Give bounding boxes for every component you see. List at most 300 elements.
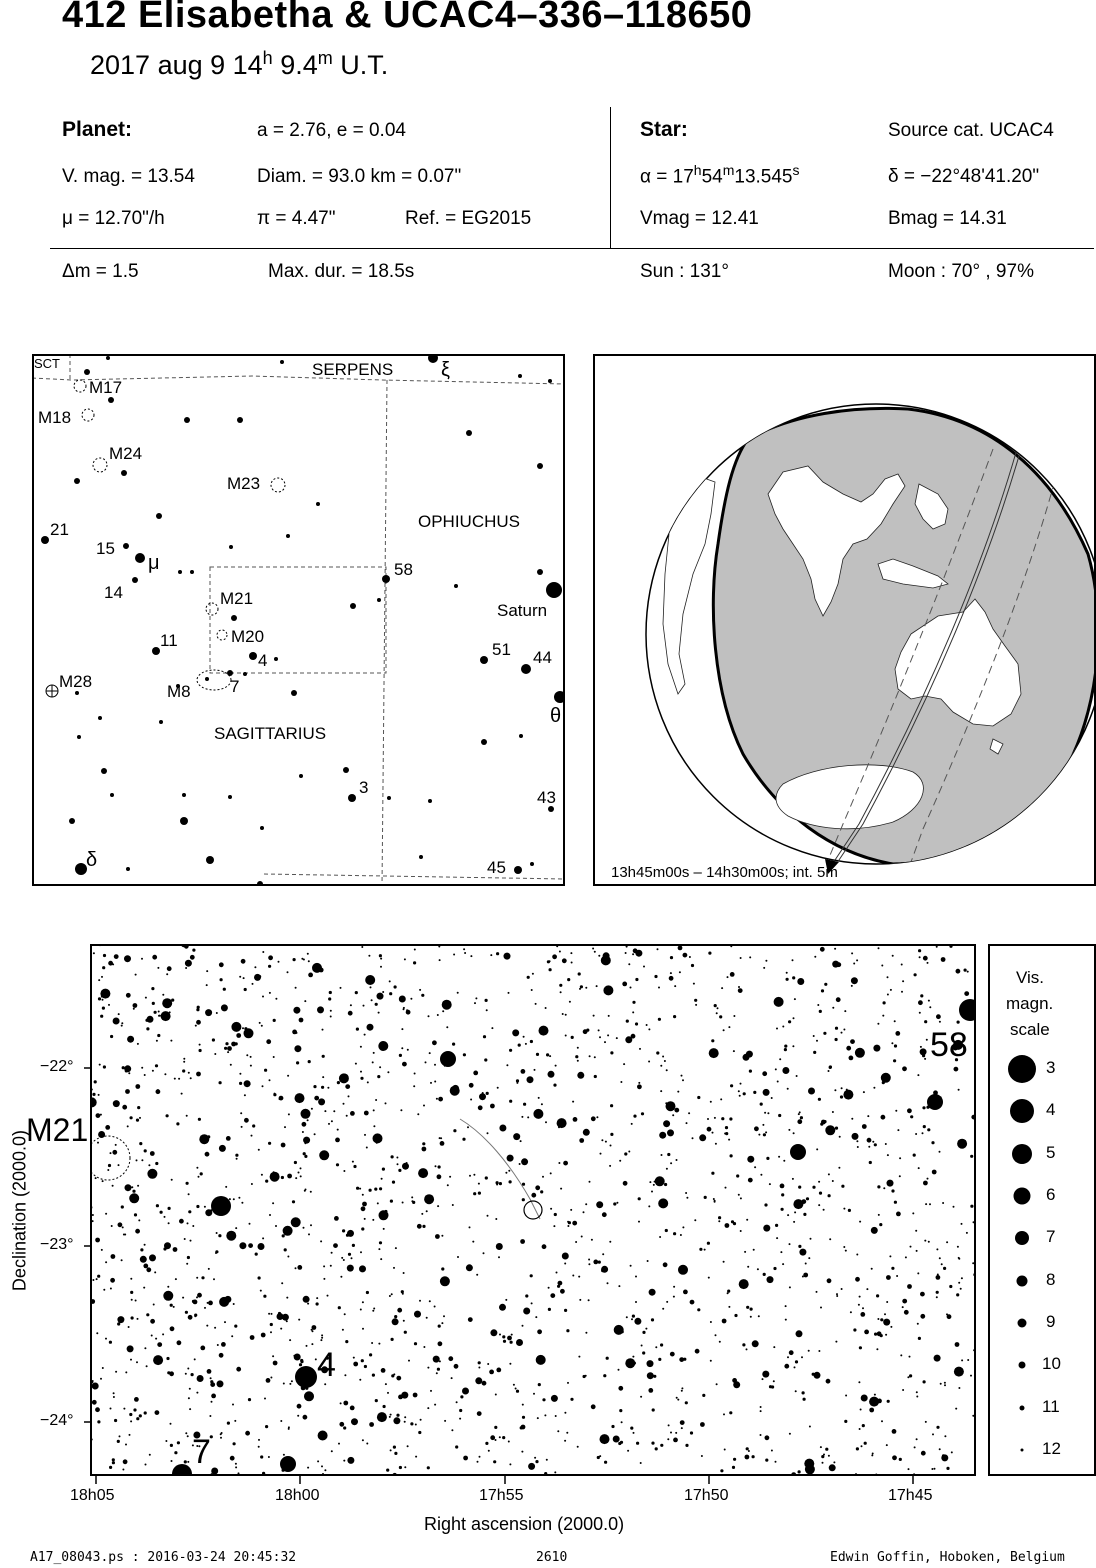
field-star — [916, 1391, 918, 1393]
field-star — [747, 1156, 754, 1163]
field-star — [389, 980, 391, 982]
field-star — [736, 1174, 739, 1177]
field-star — [939, 1448, 941, 1450]
field-star — [651, 1442, 654, 1445]
field-star — [476, 1274, 478, 1276]
field-star — [393, 1446, 396, 1449]
field-star — [108, 1004, 110, 1006]
field-star — [753, 1249, 755, 1251]
field-star — [185, 960, 192, 967]
field-star — [322, 1055, 325, 1058]
field-star — [311, 1343, 313, 1345]
field-star — [970, 1375, 972, 1377]
finder-label-m18: M18 — [38, 408, 72, 427]
field-star — [564, 1309, 567, 1312]
field-star — [555, 1415, 557, 1417]
field-star — [151, 1335, 153, 1337]
field-star — [206, 1325, 208, 1327]
field-star — [182, 1297, 184, 1299]
field-star — [167, 1286, 169, 1288]
field-star — [901, 991, 903, 993]
field-star — [211, 1401, 213, 1403]
legend-mag-10: 10 — [1042, 1354, 1061, 1373]
field-star — [287, 971, 289, 973]
field-star — [527, 1116, 529, 1118]
field-star — [787, 1088, 789, 1090]
field-star — [258, 1439, 260, 1441]
field-star — [351, 1257, 353, 1259]
field-star — [778, 1156, 780, 1158]
field-star — [154, 1271, 156, 1273]
field-star — [490, 1329, 497, 1336]
field-star — [676, 1397, 678, 1399]
field-star — [936, 1296, 938, 1298]
field-star — [473, 1071, 478, 1076]
field-star — [620, 1441, 623, 1444]
field-star — [721, 1117, 724, 1120]
field-star — [475, 997, 477, 999]
field-star — [682, 1079, 684, 1081]
field-star — [99, 944, 101, 946]
field-star — [330, 1265, 332, 1267]
finder-label-mu: μ — [148, 552, 160, 574]
field-star — [284, 1126, 286, 1128]
field-star — [235, 1154, 238, 1157]
field-star — [132, 1190, 135, 1193]
field-star — [350, 1111, 355, 1116]
field-star — [163, 1291, 173, 1301]
field-star — [321, 1086, 324, 1089]
field-star — [542, 1176, 544, 1178]
field-star — [936, 1291, 939, 1294]
field-star — [558, 1162, 560, 1164]
field-star — [208, 1301, 213, 1306]
field-star — [600, 1153, 602, 1155]
field-star — [635, 950, 642, 957]
field-star — [337, 1129, 339, 1131]
field-star — [531, 989, 533, 991]
field-star — [110, 1278, 115, 1283]
field-star — [637, 1084, 642, 1089]
field-star — [874, 1143, 877, 1146]
field-star — [646, 1024, 648, 1026]
field-star — [596, 1201, 603, 1208]
field-star — [589, 1055, 591, 1057]
field-star — [287, 1256, 289, 1258]
field-star — [796, 1075, 798, 1077]
field-star — [241, 1202, 243, 1204]
field-star — [649, 1289, 656, 1296]
field-star — [307, 1119, 309, 1121]
field-star — [784, 1048, 787, 1051]
field-star — [598, 1029, 600, 1031]
field-star — [602, 1253, 604, 1255]
field-star — [733, 1458, 736, 1461]
field-star — [121, 1025, 123, 1027]
field-star — [226, 1136, 231, 1141]
field-star — [892, 1429, 897, 1434]
field-star — [864, 1442, 867, 1445]
field-star — [782, 1026, 784, 1028]
field-star — [214, 1327, 216, 1329]
field-star — [291, 1217, 301, 1227]
field-star — [372, 1219, 374, 1221]
field-star — [214, 1053, 216, 1055]
field-star — [322, 1076, 324, 1078]
field-star — [923, 1181, 928, 1186]
field-star — [270, 1172, 280, 1182]
field-star — [958, 1257, 960, 1259]
field-star — [767, 1276, 774, 1283]
field-star — [495, 1439, 497, 1441]
field-star — [152, 955, 157, 960]
field-star — [763, 967, 765, 969]
field-star — [499, 1436, 501, 1438]
field-star — [204, 1307, 206, 1309]
field-star — [630, 987, 632, 989]
field-star — [425, 1061, 427, 1063]
field-star — [580, 985, 583, 988]
field-star — [601, 1139, 603, 1141]
ra-tick-18h05: 18h05 — [70, 1487, 115, 1504]
field-star — [398, 1169, 401, 1172]
field-star — [380, 966, 382, 968]
field-star — [196, 1205, 199, 1208]
field-star — [478, 1192, 481, 1195]
field-star — [805, 1464, 815, 1474]
field-star — [211, 1473, 213, 1475]
field-star — [509, 1363, 511, 1365]
field-star — [812, 1373, 815, 1376]
field-star — [361, 946, 363, 948]
field-star — [393, 1267, 395, 1269]
field-star — [239, 1242, 246, 1249]
field-star — [377, 993, 384, 1000]
field-star — [798, 1470, 801, 1473]
field-star — [505, 1299, 507, 1301]
field-star — [204, 1206, 206, 1208]
field-star — [362, 1194, 364, 1196]
field-star — [573, 1117, 578, 1122]
field-star — [907, 1108, 912, 1113]
field-star — [557, 1430, 559, 1432]
field-star — [150, 1151, 155, 1156]
field-star — [802, 1391, 805, 1394]
field-star — [122, 1469, 124, 1471]
field-star — [593, 1015, 595, 1017]
field-star — [562, 1013, 564, 1015]
field-star — [886, 1444, 888, 1446]
field-star — [878, 947, 880, 949]
field-star — [961, 1359, 963, 1361]
field-star — [793, 1017, 795, 1019]
field-star — [846, 1046, 851, 1051]
field-star — [133, 1003, 138, 1008]
field-star — [881, 1420, 883, 1422]
field-star — [944, 1382, 946, 1384]
field-star — [789, 1433, 791, 1435]
field-star — [459, 1418, 461, 1420]
field-star — [101, 976, 103, 978]
field-star — [221, 1342, 226, 1347]
field-star — [268, 1313, 270, 1315]
field-star — [672, 1114, 674, 1116]
field-star — [635, 1276, 637, 1278]
field-star — [578, 1276, 580, 1278]
field-star — [521, 1116, 523, 1118]
field-star — [455, 1445, 458, 1448]
field-star — [149, 1454, 151, 1456]
header-divider — [610, 107, 611, 248]
finder-label-m17: M17 — [89, 378, 123, 397]
field-star — [667, 1438, 669, 1440]
field-star — [150, 1319, 155, 1324]
field-star — [359, 1188, 361, 1190]
field-star — [397, 1308, 402, 1313]
field-star — [192, 1300, 195, 1303]
field-star — [522, 1404, 524, 1406]
field-star — [798, 1245, 801, 1248]
field-star — [658, 987, 660, 989]
field-star — [535, 1003, 537, 1005]
field-star — [157, 1342, 162, 1347]
field-star — [133, 1008, 135, 1010]
field-star — [434, 1404, 436, 1406]
field-star — [940, 1383, 942, 1385]
field-star — [112, 1185, 114, 1187]
field-star — [715, 1334, 717, 1336]
field-star — [680, 946, 682, 948]
field-star — [137, 1185, 139, 1187]
field-star — [103, 954, 106, 957]
field-star — [452, 1085, 459, 1092]
field-star — [750, 1308, 753, 1311]
field-star — [174, 1451, 177, 1454]
field-star — [635, 978, 638, 981]
field-star — [640, 1396, 642, 1398]
field-star — [729, 1411, 732, 1414]
field-star — [912, 1212, 914, 1214]
field-star — [274, 1093, 276, 1095]
field-star — [734, 1314, 737, 1317]
field-star — [177, 1441, 180, 1444]
field-star — [738, 986, 740, 988]
field-star — [507, 1336, 512, 1341]
field-star — [554, 1213, 557, 1216]
field-star — [645, 1328, 647, 1330]
field-star — [136, 1159, 138, 1161]
field-star — [877, 1318, 879, 1320]
field-star — [156, 1040, 158, 1042]
field-star — [929, 1203, 931, 1205]
field-star — [780, 1251, 782, 1253]
field-star — [155, 1162, 158, 1165]
field-star — [224, 1321, 226, 1323]
field-star — [913, 1473, 915, 1475]
field-star — [733, 1015, 735, 1017]
field-star — [533, 1393, 535, 1395]
finder-label-4: 4 — [258, 651, 268, 670]
field-star — [958, 1387, 960, 1389]
field-star — [843, 1246, 845, 1248]
field-star — [110, 1408, 112, 1410]
field-star — [352, 1244, 355, 1247]
field-star — [407, 1049, 409, 1051]
field-star — [816, 1291, 818, 1293]
field-star — [763, 1089, 770, 1096]
field-star — [899, 1157, 901, 1159]
field-star — [602, 1212, 607, 1217]
field-star — [851, 977, 858, 984]
field-star — [589, 1181, 591, 1183]
field-star — [307, 1467, 309, 1469]
field-star — [474, 1002, 476, 1004]
field-star — [917, 1323, 919, 1325]
chart-label-m21: M21 — [26, 1112, 89, 1148]
field-star — [183, 1061, 185, 1063]
field-star — [423, 1346, 425, 1348]
field-star — [607, 1034, 609, 1036]
field-star — [641, 1112, 644, 1115]
field-star — [124, 1234, 126, 1236]
field-star — [603, 1374, 606, 1377]
field-star — [566, 1329, 569, 1332]
ra-tick-18h00: 18h00 — [275, 1487, 320, 1504]
field-star — [364, 1134, 366, 1136]
field-star — [829, 1464, 836, 1471]
field-star — [312, 1330, 314, 1332]
field-star — [678, 1265, 688, 1275]
field-star — [379, 1066, 381, 1068]
field-star — [392, 1181, 395, 1184]
field-star — [623, 1063, 625, 1065]
field-star — [799, 1111, 801, 1113]
field-star — [664, 1060, 666, 1062]
field-star — [688, 1112, 690, 1114]
field-star — [662, 1308, 664, 1310]
field-star — [683, 1290, 688, 1295]
star-vmag: Vmag = 12.41 — [640, 208, 759, 229]
field-star — [217, 1344, 219, 1346]
field-star — [758, 1134, 760, 1136]
field-star — [443, 1315, 445, 1317]
field-star — [245, 1431, 250, 1436]
field-star — [282, 1314, 289, 1321]
field-star — [632, 953, 634, 955]
field-star — [523, 1036, 525, 1038]
field-star — [920, 1046, 922, 1048]
field-star — [922, 1132, 924, 1134]
field-star — [862, 1424, 865, 1427]
field-star — [899, 1175, 901, 1177]
field-star — [531, 1193, 536, 1198]
field-star — [507, 1155, 514, 1162]
field-star — [378, 1248, 380, 1250]
field-star — [105, 1338, 107, 1340]
field-star — [308, 960, 310, 962]
field-star — [327, 1295, 329, 1297]
field-star — [717, 1007, 719, 1009]
field-star — [503, 1340, 506, 1343]
field-star — [894, 1044, 897, 1047]
field-star — [233, 1303, 235, 1305]
field-star — [666, 1168, 668, 1170]
header-rule — [50, 248, 1094, 249]
field-star — [520, 1426, 523, 1429]
globe-caption: 13h45m00s – 14h30m00s; int. 5m — [611, 864, 838, 881]
field-star — [231, 1042, 236, 1047]
field-star — [610, 1145, 612, 1147]
field-star — [418, 1431, 421, 1434]
field-star — [378, 1012, 380, 1014]
field-star — [535, 1460, 538, 1463]
field-star — [294, 1354, 301, 1361]
field-star — [453, 954, 455, 956]
ra-tick-17h50: 17h50 — [684, 1487, 729, 1504]
field-star — [173, 1247, 178, 1252]
field-star — [225, 1042, 228, 1045]
field-star — [144, 1074, 146, 1076]
field-star — [188, 1210, 191, 1213]
field-star — [583, 1375, 586, 1378]
field-star — [908, 1468, 910, 1470]
field-star — [647, 1260, 649, 1262]
field-star — [298, 1319, 300, 1321]
field-star — [973, 1349, 975, 1351]
field-star — [739, 1095, 741, 1097]
field-star — [248, 1243, 253, 1248]
field-star — [424, 1194, 434, 1204]
field-star — [681, 1075, 683, 1077]
field-star — [558, 1281, 563, 1286]
field-star — [829, 1065, 832, 1068]
field-star — [818, 1181, 820, 1183]
field-star — [896, 1212, 901, 1217]
field-star — [400, 1109, 402, 1111]
field-star — [506, 1064, 508, 1066]
field-star — [344, 1374, 346, 1376]
field-star — [763, 1133, 766, 1136]
field-star — [621, 1421, 623, 1423]
field-star — [123, 1459, 128, 1464]
field-star — [339, 1422, 344, 1427]
field-star — [287, 1174, 292, 1179]
field-star — [387, 1071, 389, 1073]
star-source: Source cat. UCAC4 — [888, 120, 1054, 141]
ra-s-unit: s — [792, 162, 800, 178]
field-star — [377, 1202, 379, 1204]
field-star — [562, 958, 567, 963]
legend-mag-3: 3 — [1046, 1058, 1056, 1077]
field-star — [90, 1206, 92, 1209]
field-star — [618, 1285, 620, 1287]
field-star — [887, 994, 889, 996]
field-star — [164, 1073, 166, 1075]
field-star — [896, 1275, 898, 1277]
date-h-unit: h — [262, 48, 273, 68]
field-star — [483, 1035, 486, 1038]
field-star — [867, 1138, 872, 1143]
field-star — [396, 1414, 399, 1417]
field-star — [275, 998, 277, 1000]
field-star — [499, 1125, 506, 1132]
field-star — [577, 1446, 579, 1448]
field-star — [131, 1316, 134, 1319]
field-star — [575, 1055, 578, 1058]
field-star — [662, 1056, 664, 1058]
field-star — [934, 1468, 936, 1470]
field-star — [659, 1132, 666, 1139]
